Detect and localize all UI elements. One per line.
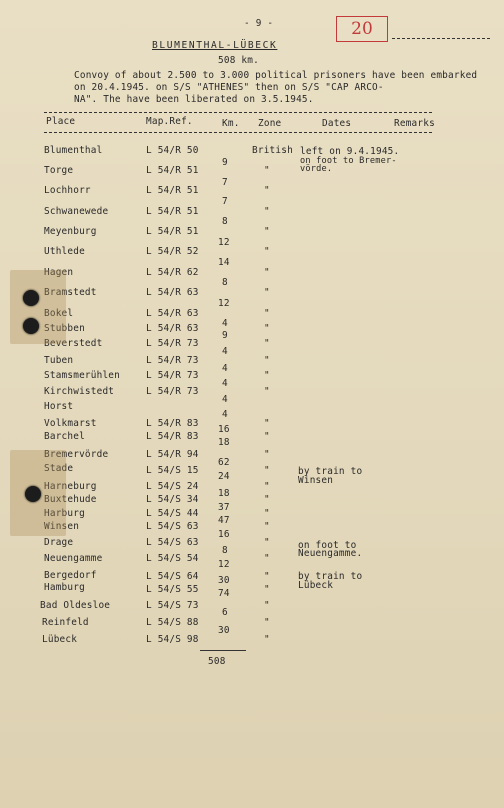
km-value: 9 bbox=[222, 157, 228, 168]
mapref-cell: L 54/R 63 bbox=[146, 287, 199, 298]
mapref-cell: L 54/S 24 bbox=[146, 481, 199, 492]
place-cell: Drage bbox=[44, 537, 74, 548]
place-cell: Lübeck bbox=[42, 634, 78, 645]
km-value: 4 bbox=[222, 394, 228, 405]
place-cell: Bokel bbox=[44, 308, 74, 319]
km-value: 37 bbox=[218, 502, 230, 513]
stamp-dash-line bbox=[392, 38, 490, 39]
zone-cell: " bbox=[264, 165, 270, 176]
intro-line-3: NA". The have been liberated on 3.5.1945. bbox=[74, 94, 314, 105]
zone-cell: " bbox=[264, 537, 270, 548]
mapref-cell: L 54/S 88 bbox=[146, 617, 199, 628]
place-cell: Harneburg bbox=[44, 481, 97, 492]
km-value: 62 bbox=[218, 457, 230, 468]
zone-cell: " bbox=[264, 494, 270, 505]
zone-cell: " bbox=[264, 617, 270, 628]
place-cell: Bergedorf bbox=[44, 570, 97, 581]
km-value: 4 bbox=[222, 318, 228, 329]
km-value: 74 bbox=[218, 588, 230, 599]
place-cell: Bramstedt bbox=[44, 287, 97, 298]
place-cell: Buxtehude bbox=[44, 494, 97, 505]
km-value: 6 bbox=[222, 607, 228, 618]
mapref-cell: L 54/S 34 bbox=[146, 494, 199, 505]
place-cell: Stubben bbox=[44, 323, 85, 334]
note-line: by train to bbox=[298, 466, 363, 477]
km-value: 30 bbox=[218, 625, 230, 636]
km-value: 18 bbox=[218, 437, 230, 448]
place-cell: Bad Oldesloe bbox=[40, 600, 111, 611]
col-remarks: Remarks bbox=[394, 118, 435, 129]
mapref-cell: L 54/R 83 bbox=[146, 418, 199, 429]
note-line: Winsen bbox=[298, 475, 334, 486]
zone-cell: " bbox=[264, 226, 270, 237]
zone-cell: British bbox=[252, 145, 293, 156]
place-cell: Reinfeld bbox=[42, 617, 89, 628]
zone-cell: " bbox=[264, 287, 270, 298]
mapref-cell: L 54/R 63 bbox=[146, 308, 199, 319]
place-cell: Neuengamme bbox=[44, 553, 103, 564]
place-cell: Stamsmerühlen bbox=[44, 370, 120, 381]
note-line: Neuengamme. bbox=[298, 548, 363, 559]
place-cell: Hagen bbox=[44, 267, 74, 278]
km-value: 7 bbox=[222, 177, 228, 188]
note-line: vörde. bbox=[300, 164, 333, 174]
zone-cell: " bbox=[264, 634, 270, 645]
zone-cell: " bbox=[264, 338, 270, 349]
col-mapref: Map.Ref. bbox=[146, 116, 193, 127]
place-cell: Winsen bbox=[44, 521, 80, 532]
zone-cell: " bbox=[264, 521, 270, 532]
mapref-cell: L 54/S 98 bbox=[146, 634, 199, 645]
tape-strip-upper bbox=[10, 270, 66, 344]
note-line: left on 9.4.1945. bbox=[300, 146, 400, 157]
mapref-cell: L 54/S 63 bbox=[146, 537, 199, 548]
mapref-cell: L 54/S 54 bbox=[146, 553, 199, 564]
mapref-cell: L 54/S 15 bbox=[146, 465, 199, 476]
km-value: 4 bbox=[222, 378, 228, 389]
zone-cell: " bbox=[264, 431, 270, 442]
zone-cell: " bbox=[264, 323, 270, 334]
mapref-cell: L 54/R 62 bbox=[146, 267, 199, 278]
mapref-cell: L 54/S 55 bbox=[146, 584, 199, 595]
col-zone: Zone bbox=[258, 118, 282, 129]
place-cell: Volkmarst bbox=[44, 418, 97, 429]
total-rule bbox=[200, 650, 246, 651]
km-total: 508 bbox=[208, 656, 226, 667]
header-top-rule bbox=[44, 112, 432, 113]
mapref-cell: L 54/R 73 bbox=[146, 338, 199, 349]
zone-cell: " bbox=[264, 553, 270, 564]
mapref-cell: L 54/R 94 bbox=[146, 449, 199, 460]
note-line: by train to bbox=[298, 571, 363, 582]
mapref-cell: L 54/R 51 bbox=[146, 206, 199, 217]
note-line: on foot to bbox=[298, 540, 357, 551]
col-place: Place bbox=[46, 116, 76, 127]
note-line: on foot to Bremer- bbox=[300, 156, 397, 166]
note-line: Lübeck bbox=[298, 580, 334, 591]
km-value: 16 bbox=[218, 424, 230, 435]
zone-cell: " bbox=[264, 308, 270, 319]
km-value: 4 bbox=[222, 363, 228, 374]
km-value: 8 bbox=[222, 545, 228, 556]
place-cell: Schwanewede bbox=[44, 206, 109, 217]
archive-stamp: 20 bbox=[336, 16, 388, 42]
km-value: 4 bbox=[222, 409, 228, 420]
zone-cell: " bbox=[264, 386, 270, 397]
col-km: Km. bbox=[222, 118, 240, 129]
intro-line-1: Convoy of about 2.500 to 3.000 political prisoners have been embarked bbox=[74, 70, 478, 81]
km-value: 14 bbox=[218, 257, 230, 268]
zone-cell: " bbox=[264, 246, 270, 257]
mapref-cell: L 54/R 73 bbox=[146, 370, 199, 381]
zone-cell: " bbox=[264, 418, 270, 429]
zone-cell: " bbox=[264, 465, 270, 476]
km-value: 12 bbox=[218, 298, 230, 309]
zone-cell: " bbox=[264, 584, 270, 595]
page-marker: - 9 - bbox=[244, 18, 274, 29]
zone-cell: " bbox=[264, 481, 270, 492]
zone-cell: " bbox=[264, 370, 270, 381]
place-cell: Torge bbox=[44, 165, 74, 176]
km-value: 30 bbox=[218, 575, 230, 586]
place-cell: Uthlede bbox=[44, 246, 85, 257]
place-cell: Harburg bbox=[44, 508, 85, 519]
mapref-cell: L 54/R 51 bbox=[146, 226, 199, 237]
mapref-cell: L 54/R 51 bbox=[146, 185, 199, 196]
header-bottom-rule bbox=[44, 132, 432, 133]
mapref-cell: L 54/S 73 bbox=[146, 600, 199, 611]
punch-hole bbox=[23, 318, 39, 334]
mapref-cell: L 54/R 73 bbox=[146, 355, 199, 366]
route-distance: 508 km. bbox=[218, 55, 259, 66]
place-cell: Beverstedt bbox=[44, 338, 103, 349]
place-cell: Blumenthal bbox=[44, 145, 103, 156]
km-value: 24 bbox=[218, 471, 230, 482]
km-value: 47 bbox=[218, 515, 230, 526]
mapref-cell: L 54/R 73 bbox=[146, 386, 199, 397]
punch-hole bbox=[25, 486, 41, 502]
mapref-cell: L 54/S 64 bbox=[146, 571, 199, 582]
km-value: 12 bbox=[218, 559, 230, 570]
zone-cell: " bbox=[264, 508, 270, 519]
place-cell: Stade bbox=[44, 463, 74, 474]
mapref-cell: L 54/R 50 bbox=[146, 145, 199, 156]
zone-cell: " bbox=[264, 449, 270, 460]
zone-cell: " bbox=[264, 355, 270, 366]
mapref-cell: L 54/R 52 bbox=[146, 246, 199, 257]
mapref-cell: L 54/R 63 bbox=[146, 323, 199, 334]
km-value: 8 bbox=[222, 277, 228, 288]
place-cell: Lochhorr bbox=[44, 185, 91, 196]
place-cell: Horst bbox=[44, 401, 74, 412]
zone-cell: " bbox=[264, 600, 270, 611]
place-cell: Bremervörde bbox=[44, 449, 109, 460]
place-cell: Meyenburg bbox=[44, 226, 97, 237]
km-value: 7 bbox=[222, 196, 228, 207]
zone-cell: " bbox=[264, 267, 270, 278]
km-value: 18 bbox=[218, 488, 230, 499]
intro-line-2: on 20.4.1945. on S/S "ATHENES" then on S/S "CAP ARCO- bbox=[74, 82, 384, 93]
place-cell: Tuben bbox=[44, 355, 74, 366]
zone-cell: " bbox=[264, 571, 270, 582]
mapref-cell: L 54/S 44 bbox=[146, 508, 199, 519]
mapref-cell: L 54/R 51 bbox=[146, 165, 199, 176]
zone-cell: " bbox=[264, 206, 270, 217]
km-value: 16 bbox=[218, 529, 230, 540]
col-dates: Dates bbox=[322, 118, 352, 129]
km-value: 9 bbox=[222, 330, 228, 341]
mapref-cell: L 54/S 63 bbox=[146, 521, 199, 532]
km-value: 12 bbox=[218, 237, 230, 248]
punch-hole bbox=[23, 290, 39, 306]
km-value: 4 bbox=[222, 346, 228, 357]
zone-cell: " bbox=[264, 185, 270, 196]
place-cell: Barchel bbox=[44, 431, 85, 442]
place-cell: Kirchwistedt bbox=[44, 386, 115, 397]
mapref-cell: L 54/R 83 bbox=[146, 431, 199, 442]
place-cell: Hamburg bbox=[44, 582, 85, 593]
km-value: 8 bbox=[222, 216, 228, 227]
route-title: BLUMENTHAL-LÜBECK bbox=[152, 40, 278, 51]
